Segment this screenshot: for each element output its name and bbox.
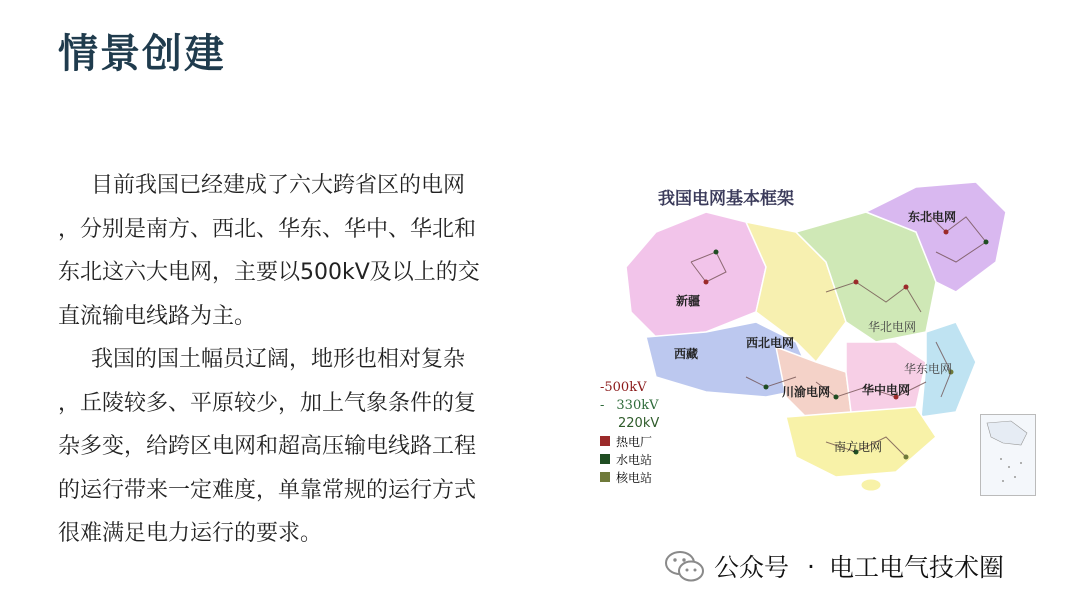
legend-hydro-label: 水电站	[616, 452, 653, 467]
map-legend	[600, 378, 659, 486]
footer-label: 公众号	[714, 553, 790, 582]
region-label-dongbei: 东北电网	[908, 210, 957, 224]
legend-hydro	[600, 450, 659, 468]
power-grid-map	[596, 172, 1036, 502]
legend-330kv-row	[600, 396, 659, 414]
legend-500kv: -500kV	[600, 379, 647, 395]
footer-separator: ·	[807, 551, 815, 581]
legend-330kv: 330kV	[616, 397, 659, 413]
region-label-xinjiang: 新疆	[676, 294, 701, 308]
inset-map-shape	[981, 415, 1035, 495]
paragraph-1-line-2: ，分别是南方、西北、华东、华中、华北和	[58, 216, 477, 242]
paragraph-2-line-5: 很难满足电力运行的要求。	[58, 521, 323, 546]
paragraph-1-line-4: 直流输电线路为主。	[58, 303, 257, 329]
paragraph-1-line-1: 目前我国已经建成了六大跨省区的电网	[91, 173, 466, 198]
wechat-icon	[664, 548, 706, 584]
body-text	[58, 164, 528, 556]
paragraph-2-line-3: 杂多变，给跨区电网和超高压输电线路工程	[58, 434, 477, 459]
region-label-huadong: 华东电网	[904, 362, 953, 376]
legend-220kv: 220kV	[618, 415, 660, 431]
thermal-swatch-icon	[600, 436, 610, 446]
region-label-nanfang: 南方电网	[834, 440, 883, 454]
paragraph-2-line-2: ，丘陵较多、平原较少，加上气象条件的复	[58, 390, 477, 416]
region-label-huabei: 华北电网	[868, 320, 917, 334]
hydro-swatch-icon	[600, 454, 610, 464]
region-label-huazhong: 华中电网	[862, 383, 911, 397]
south-china-sea-inset	[980, 414, 1036, 496]
region-label-xizang: 西藏	[674, 347, 699, 361]
legend-thermal	[600, 432, 659, 450]
region-label-xibei: 西北电网	[746, 336, 795, 350]
legend-nuclear	[600, 468, 659, 486]
map-title: 我国电网基本框架	[658, 189, 794, 209]
paragraph-2-line-1: 我国的国土幅员辽阔，地形也相对复杂	[91, 347, 466, 372]
footer-account: 电工电气技术圈	[828, 553, 1004, 582]
legend-nuclear-label: 核电站	[616, 470, 653, 485]
legend-330kv-dash: -	[600, 397, 605, 413]
paragraph-1-line-3: 东北这六大电网，主要以500kV及以上的交	[58, 260, 480, 285]
slide-title: 情景创建	[58, 31, 226, 77]
footer-watermark	[664, 548, 1004, 584]
china-map-shape	[596, 172, 1036, 502]
legend-220kv-row	[600, 414, 659, 432]
paragraph-2-line-4: 的运行带来一定难度，单靠常规的运行方式	[58, 477, 477, 503]
region-label-chuanyu: 川渝电网	[782, 385, 831, 399]
nuclear-swatch-icon	[600, 472, 610, 482]
legend-thermal-label: 热电厂	[616, 434, 653, 449]
